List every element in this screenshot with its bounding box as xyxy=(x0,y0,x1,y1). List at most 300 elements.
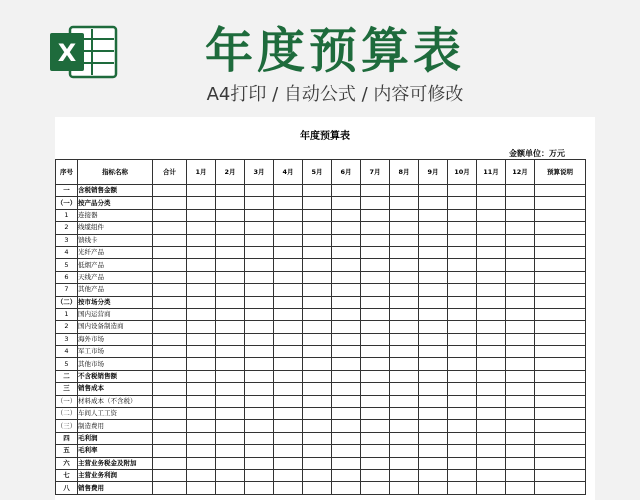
table-cell[interactable] xyxy=(216,395,245,407)
table-cell[interactable] xyxy=(216,259,245,271)
row-name[interactable]: 国内运营商 xyxy=(78,308,153,320)
table-cell[interactable] xyxy=(274,271,303,283)
table-cell[interactable] xyxy=(332,432,361,444)
table-cell[interactable] xyxy=(448,358,477,370)
table-cell[interactable] xyxy=(274,333,303,345)
table-cell[interactable] xyxy=(477,346,506,358)
table-cell[interactable] xyxy=(390,321,419,333)
table-cell[interactable] xyxy=(153,408,187,420)
table-cell[interactable] xyxy=(245,358,274,370)
table-cell[interactable] xyxy=(506,308,535,320)
table-cell[interactable] xyxy=(448,321,477,333)
table-cell[interactable] xyxy=(448,432,477,444)
table-cell[interactable] xyxy=(187,445,216,457)
table-cell[interactable] xyxy=(448,296,477,308)
table-cell[interactable] xyxy=(187,395,216,407)
table-cell[interactable] xyxy=(245,469,274,481)
row-name[interactable]: 销售费用 xyxy=(78,482,153,494)
table-cell[interactable] xyxy=(506,197,535,209)
table-cell[interactable] xyxy=(332,271,361,283)
table-cell[interactable] xyxy=(506,432,535,444)
table-cell[interactable] xyxy=(153,321,187,333)
table-cell[interactable] xyxy=(535,383,586,395)
row-name[interactable]: 低烟产品 xyxy=(78,259,153,271)
table-cell[interactable] xyxy=(303,209,332,221)
row-seq[interactable]: 一 xyxy=(56,185,78,197)
table-cell[interactable] xyxy=(245,185,274,197)
table-cell[interactable] xyxy=(153,284,187,296)
row-seq[interactable]: 5 xyxy=(56,358,78,370)
table-cell[interactable] xyxy=(332,445,361,457)
table-cell[interactable] xyxy=(361,370,390,382)
table-cell[interactable] xyxy=(303,333,332,345)
row-name[interactable]: 天线产品 xyxy=(78,271,153,283)
table-cell[interactable] xyxy=(448,271,477,283)
table-cell[interactable] xyxy=(216,482,245,494)
table-cell[interactable] xyxy=(332,284,361,296)
table-cell[interactable] xyxy=(390,457,419,469)
table-cell[interactable] xyxy=(245,370,274,382)
table-cell[interactable] xyxy=(216,469,245,481)
table-cell[interactable] xyxy=(361,246,390,258)
table-cell[interactable] xyxy=(390,209,419,221)
row-name[interactable]: 光纤产品 xyxy=(78,246,153,258)
table-cell[interactable] xyxy=(390,482,419,494)
table-cell[interactable] xyxy=(153,234,187,246)
table-cell[interactable] xyxy=(216,308,245,320)
table-cell[interactable] xyxy=(332,408,361,420)
table-cell[interactable] xyxy=(448,259,477,271)
row-name[interactable]: 馈线卡 xyxy=(78,234,153,246)
table-cell[interactable] xyxy=(506,271,535,283)
table-cell[interactable] xyxy=(274,209,303,221)
table-cell[interactable] xyxy=(303,408,332,420)
row-name[interactable]: 其他市场 xyxy=(78,358,153,370)
table-cell[interactable] xyxy=(274,234,303,246)
table-cell[interactable] xyxy=(332,370,361,382)
table-cell[interactable] xyxy=(448,408,477,420)
table-cell[interactable] xyxy=(153,445,187,457)
table-cell[interactable] xyxy=(153,333,187,345)
table-cell[interactable] xyxy=(187,185,216,197)
table-cell[interactable] xyxy=(361,271,390,283)
table-cell[interactable] xyxy=(448,197,477,209)
table-cell[interactable] xyxy=(245,457,274,469)
row-name[interactable]: 主营业务税金及附加 xyxy=(78,457,153,469)
table-cell[interactable] xyxy=(390,358,419,370)
table-cell[interactable] xyxy=(153,346,187,358)
table-cell[interactable] xyxy=(419,408,448,420)
table-cell[interactable] xyxy=(332,246,361,258)
table-cell[interactable] xyxy=(361,346,390,358)
row-name[interactable]: 按产品分类 xyxy=(78,197,153,209)
table-cell[interactable] xyxy=(477,308,506,320)
table-cell[interactable] xyxy=(419,246,448,258)
table-cell[interactable] xyxy=(274,284,303,296)
table-cell[interactable] xyxy=(332,333,361,345)
table-cell[interactable] xyxy=(477,259,506,271)
table-cell[interactable] xyxy=(535,432,586,444)
row-seq[interactable]: 1 xyxy=(56,209,78,221)
table-cell[interactable] xyxy=(303,457,332,469)
table-cell[interactable] xyxy=(274,370,303,382)
table-cell[interactable] xyxy=(216,383,245,395)
table-cell[interactable] xyxy=(535,259,586,271)
table-cell[interactable] xyxy=(506,209,535,221)
table-cell[interactable] xyxy=(187,321,216,333)
table-cell[interactable] xyxy=(506,469,535,481)
table-cell[interactable] xyxy=(477,420,506,432)
table-cell[interactable] xyxy=(361,457,390,469)
table-cell[interactable] xyxy=(332,296,361,308)
table-cell[interactable] xyxy=(535,234,586,246)
row-name[interactable]: 毛利率 xyxy=(78,445,153,457)
table-cell[interactable] xyxy=(303,185,332,197)
table-cell[interactable] xyxy=(245,432,274,444)
table-cell[interactable] xyxy=(361,308,390,320)
table-cell[interactable] xyxy=(419,445,448,457)
table-cell[interactable] xyxy=(187,408,216,420)
row-name[interactable]: 海外市场 xyxy=(78,333,153,345)
table-cell[interactable] xyxy=(390,370,419,382)
table-cell[interactable] xyxy=(245,408,274,420)
table-cell[interactable] xyxy=(448,420,477,432)
table-cell[interactable] xyxy=(535,370,586,382)
table-cell[interactable] xyxy=(419,259,448,271)
table-cell[interactable] xyxy=(274,482,303,494)
table-cell[interactable] xyxy=(477,185,506,197)
table-cell[interactable] xyxy=(419,333,448,345)
table-cell[interactable] xyxy=(390,333,419,345)
table-cell[interactable] xyxy=(153,209,187,221)
table-cell[interactable] xyxy=(535,222,586,234)
table-cell[interactable] xyxy=(390,383,419,395)
table-cell[interactable] xyxy=(361,321,390,333)
table-cell[interactable] xyxy=(274,408,303,420)
row-seq[interactable]: （一） xyxy=(56,395,78,407)
table-cell[interactable] xyxy=(361,284,390,296)
row-name[interactable]: 含税销售金额 xyxy=(78,185,153,197)
table-cell[interactable] xyxy=(153,383,187,395)
table-cell[interactable] xyxy=(390,197,419,209)
table-cell[interactable] xyxy=(535,408,586,420)
table-cell[interactable] xyxy=(361,482,390,494)
table-cell[interactable] xyxy=(448,246,477,258)
table-cell[interactable] xyxy=(448,457,477,469)
table-cell[interactable] xyxy=(332,321,361,333)
table-cell[interactable] xyxy=(303,432,332,444)
table-cell[interactable] xyxy=(303,482,332,494)
table-cell[interactable] xyxy=(332,482,361,494)
table-cell[interactable] xyxy=(216,185,245,197)
row-seq[interactable]: （一） xyxy=(56,197,78,209)
table-cell[interactable] xyxy=(506,222,535,234)
table-cell[interactable] xyxy=(332,383,361,395)
row-seq[interactable]: 3 xyxy=(56,333,78,345)
table-cell[interactable] xyxy=(419,296,448,308)
table-cell[interactable] xyxy=(303,420,332,432)
table-cell[interactable] xyxy=(419,482,448,494)
table-cell[interactable] xyxy=(506,259,535,271)
table-cell[interactable] xyxy=(535,209,586,221)
table-cell[interactable] xyxy=(477,395,506,407)
table-cell[interactable] xyxy=(216,296,245,308)
table-cell[interactable] xyxy=(419,370,448,382)
table-cell[interactable] xyxy=(274,222,303,234)
table-cell[interactable] xyxy=(419,308,448,320)
table-cell[interactable] xyxy=(187,432,216,444)
table-cell[interactable] xyxy=(274,185,303,197)
row-name[interactable]: 毛利润 xyxy=(78,432,153,444)
table-cell[interactable] xyxy=(535,346,586,358)
table-cell[interactable] xyxy=(535,358,586,370)
table-cell[interactable] xyxy=(274,445,303,457)
table-cell[interactable] xyxy=(274,308,303,320)
table-cell[interactable] xyxy=(303,321,332,333)
table-cell[interactable] xyxy=(477,321,506,333)
row-name[interactable]: 材料成本（不含税） xyxy=(78,395,153,407)
row-name[interactable]: 军工市场 xyxy=(78,346,153,358)
table-cell[interactable] xyxy=(216,358,245,370)
table-cell[interactable] xyxy=(303,234,332,246)
table-cell[interactable] xyxy=(361,209,390,221)
table-cell[interactable] xyxy=(245,284,274,296)
table-cell[interactable] xyxy=(506,234,535,246)
table-cell[interactable] xyxy=(448,482,477,494)
table-cell[interactable] xyxy=(390,346,419,358)
table-cell[interactable] xyxy=(187,234,216,246)
table-cell[interactable] xyxy=(303,259,332,271)
table-cell[interactable] xyxy=(390,259,419,271)
table-cell[interactable] xyxy=(419,321,448,333)
table-cell[interactable] xyxy=(477,246,506,258)
table-cell[interactable] xyxy=(390,408,419,420)
table-cell[interactable] xyxy=(153,395,187,407)
table-cell[interactable] xyxy=(390,445,419,457)
table-cell[interactable] xyxy=(245,395,274,407)
table-cell[interactable] xyxy=(245,246,274,258)
table-cell[interactable] xyxy=(245,482,274,494)
table-cell[interactable] xyxy=(477,445,506,457)
table-cell[interactable] xyxy=(303,197,332,209)
row-seq[interactable]: 五 xyxy=(56,445,78,457)
table-cell[interactable] xyxy=(477,482,506,494)
table-cell[interactable] xyxy=(216,346,245,358)
table-cell[interactable] xyxy=(245,346,274,358)
table-cell[interactable] xyxy=(477,383,506,395)
row-seq[interactable]: （二） xyxy=(56,296,78,308)
table-cell[interactable] xyxy=(535,185,586,197)
table-cell[interactable] xyxy=(274,457,303,469)
table-cell[interactable] xyxy=(477,333,506,345)
table-cell[interactable] xyxy=(153,259,187,271)
table-cell[interactable] xyxy=(477,408,506,420)
table-cell[interactable] xyxy=(506,321,535,333)
table-cell[interactable] xyxy=(419,222,448,234)
table-cell[interactable] xyxy=(506,370,535,382)
table-cell[interactable] xyxy=(216,197,245,209)
table-cell[interactable] xyxy=(535,457,586,469)
table-cell[interactable] xyxy=(535,296,586,308)
table-cell[interactable] xyxy=(187,197,216,209)
row-seq[interactable]: 八 xyxy=(56,482,78,494)
table-cell[interactable] xyxy=(535,482,586,494)
table-cell[interactable] xyxy=(303,222,332,234)
row-name[interactable]: 国内设备制造商 xyxy=(78,321,153,333)
table-cell[interactable] xyxy=(187,246,216,258)
table-cell[interactable] xyxy=(419,346,448,358)
table-cell[interactable] xyxy=(506,383,535,395)
table-cell[interactable] xyxy=(332,346,361,358)
table-cell[interactable] xyxy=(216,321,245,333)
table-cell[interactable] xyxy=(390,222,419,234)
table-cell[interactable] xyxy=(361,222,390,234)
table-cell[interactable] xyxy=(361,333,390,345)
table-cell[interactable] xyxy=(419,420,448,432)
table-cell[interactable] xyxy=(361,296,390,308)
table-cell[interactable] xyxy=(390,284,419,296)
table-cell[interactable] xyxy=(187,271,216,283)
table-cell[interactable] xyxy=(187,383,216,395)
table-cell[interactable] xyxy=(274,321,303,333)
table-cell[interactable] xyxy=(153,308,187,320)
table-cell[interactable] xyxy=(506,333,535,345)
table-cell[interactable] xyxy=(216,432,245,444)
table-cell[interactable] xyxy=(477,222,506,234)
table-cell[interactable] xyxy=(332,395,361,407)
table-cell[interactable] xyxy=(477,209,506,221)
table-cell[interactable] xyxy=(245,383,274,395)
table-cell[interactable] xyxy=(332,308,361,320)
table-cell[interactable] xyxy=(535,246,586,258)
table-cell[interactable] xyxy=(303,271,332,283)
row-seq[interactable]: （二） xyxy=(56,408,78,420)
table-cell[interactable] xyxy=(535,197,586,209)
table-cell[interactable] xyxy=(332,358,361,370)
table-cell[interactable] xyxy=(245,333,274,345)
table-cell[interactable] xyxy=(361,420,390,432)
table-cell[interactable] xyxy=(332,469,361,481)
table-cell[interactable] xyxy=(506,246,535,258)
table-cell[interactable] xyxy=(477,469,506,481)
table-cell[interactable] xyxy=(332,185,361,197)
table-cell[interactable] xyxy=(361,445,390,457)
table-cell[interactable] xyxy=(419,271,448,283)
table-cell[interactable] xyxy=(448,308,477,320)
table-cell[interactable] xyxy=(303,308,332,320)
table-cell[interactable] xyxy=(153,370,187,382)
table-cell[interactable] xyxy=(245,420,274,432)
table-cell[interactable] xyxy=(332,222,361,234)
table-cell[interactable] xyxy=(245,321,274,333)
table-cell[interactable] xyxy=(187,296,216,308)
table-cell[interactable] xyxy=(187,482,216,494)
table-cell[interactable] xyxy=(390,246,419,258)
row-name[interactable]: 线缆组件 xyxy=(78,222,153,234)
table-cell[interactable] xyxy=(274,197,303,209)
table-cell[interactable] xyxy=(274,469,303,481)
table-cell[interactable] xyxy=(535,469,586,481)
table-cell[interactable] xyxy=(419,395,448,407)
table-cell[interactable] xyxy=(245,296,274,308)
table-cell[interactable] xyxy=(390,234,419,246)
table-cell[interactable] xyxy=(361,469,390,481)
table-cell[interactable] xyxy=(361,185,390,197)
table-cell[interactable] xyxy=(187,358,216,370)
table-cell[interactable] xyxy=(303,284,332,296)
row-seq[interactable]: 六 xyxy=(56,457,78,469)
table-cell[interactable] xyxy=(535,420,586,432)
table-cell[interactable] xyxy=(245,197,274,209)
table-cell[interactable] xyxy=(506,445,535,457)
table-cell[interactable] xyxy=(303,346,332,358)
table-cell[interactable] xyxy=(245,308,274,320)
table-cell[interactable] xyxy=(303,370,332,382)
table-cell[interactable] xyxy=(216,370,245,382)
table-cell[interactable] xyxy=(216,284,245,296)
table-cell[interactable] xyxy=(332,197,361,209)
row-seq[interactable]: 6 xyxy=(56,271,78,283)
table-cell[interactable] xyxy=(506,346,535,358)
table-cell[interactable] xyxy=(303,469,332,481)
table-cell[interactable] xyxy=(274,246,303,258)
table-cell[interactable] xyxy=(361,408,390,420)
table-cell[interactable] xyxy=(274,395,303,407)
table-cell[interactable] xyxy=(448,209,477,221)
table-cell[interactable] xyxy=(216,457,245,469)
table-cell[interactable] xyxy=(535,308,586,320)
table-cell[interactable] xyxy=(245,209,274,221)
table-cell[interactable] xyxy=(506,482,535,494)
row-seq[interactable]: 7 xyxy=(56,284,78,296)
table-cell[interactable] xyxy=(361,259,390,271)
table-cell[interactable] xyxy=(187,284,216,296)
table-cell[interactable] xyxy=(535,284,586,296)
row-seq[interactable]: 4 xyxy=(56,246,78,258)
table-cell[interactable] xyxy=(216,408,245,420)
table-cell[interactable] xyxy=(153,482,187,494)
row-name[interactable]: 主营业务利润 xyxy=(78,469,153,481)
table-cell[interactable] xyxy=(216,234,245,246)
row-seq[interactable]: 四 xyxy=(56,432,78,444)
table-cell[interactable] xyxy=(419,432,448,444)
table-cell[interactable] xyxy=(187,370,216,382)
table-cell[interactable] xyxy=(477,284,506,296)
table-cell[interactable] xyxy=(535,395,586,407)
table-cell[interactable] xyxy=(390,308,419,320)
table-cell[interactable] xyxy=(535,321,586,333)
table-cell[interactable] xyxy=(216,445,245,457)
table-cell[interactable] xyxy=(216,420,245,432)
table-cell[interactable] xyxy=(153,358,187,370)
table-cell[interactable] xyxy=(419,234,448,246)
table-cell[interactable] xyxy=(448,346,477,358)
table-cell[interactable] xyxy=(187,222,216,234)
table-cell[interactable] xyxy=(332,259,361,271)
row-seq[interactable]: 1 xyxy=(56,308,78,320)
table-cell[interactable] xyxy=(153,469,187,481)
table-cell[interactable] xyxy=(332,234,361,246)
table-cell[interactable] xyxy=(153,271,187,283)
table-cell[interactable] xyxy=(390,271,419,283)
table-cell[interactable] xyxy=(153,222,187,234)
table-cell[interactable] xyxy=(361,358,390,370)
table-cell[interactable] xyxy=(303,445,332,457)
table-cell[interactable] xyxy=(506,358,535,370)
table-cell[interactable] xyxy=(419,185,448,197)
table-cell[interactable] xyxy=(477,296,506,308)
table-cell[interactable] xyxy=(506,395,535,407)
